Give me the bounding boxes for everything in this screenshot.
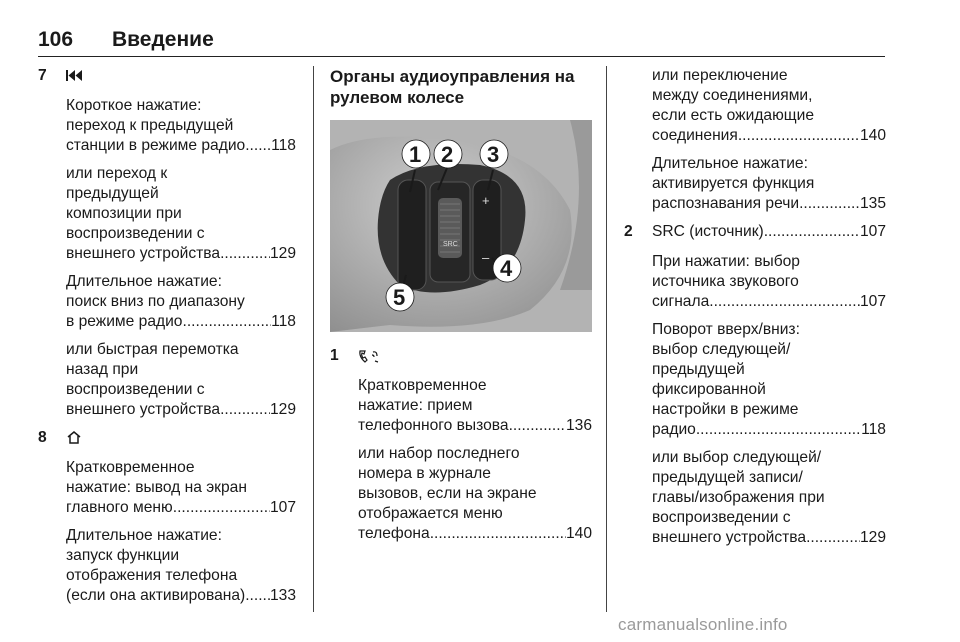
paragraph-line: Длительное нажатие:	[66, 527, 222, 544]
paragraph-line: назад при	[66, 361, 139, 378]
page-reference[interactable]: 118	[271, 313, 296, 330]
paragraph-line: предыдущей	[66, 185, 159, 202]
page-reference[interactable]: 129	[859, 529, 886, 546]
leader-dots	[738, 126, 860, 146]
page-reference[interactable]: 107	[859, 223, 886, 240]
entry-paragraph	[624, 154, 886, 214]
item-number: 7	[38, 67, 47, 84]
previous-track-icon	[66, 68, 82, 88]
index-entry-text: телефона	[358, 525, 430, 542]
leader-dots	[245, 586, 270, 606]
index-entry-text: внешнего устройства	[66, 401, 221, 418]
paragraph-line: нажатие: прием	[358, 397, 473, 414]
paragraph-line: Кратковременное	[358, 377, 487, 394]
column-left	[38, 66, 296, 606]
page-reference[interactable]: 140	[859, 127, 886, 144]
watermark: carmanualsonline.info	[618, 615, 788, 634]
index-row	[652, 126, 886, 146]
section-title	[330, 66, 592, 108]
callout-3: 3	[487, 142, 500, 167]
leader-dots	[799, 194, 860, 214]
index-row	[66, 312, 296, 332]
entry-paragraph	[38, 164, 296, 264]
entry-paragraph	[624, 66, 886, 146]
paragraph-line: композиции при	[66, 205, 182, 222]
item-number: 1	[330, 347, 339, 364]
page-reference[interactable]: 135	[859, 195, 886, 212]
leader-dots	[220, 244, 270, 264]
paragraph-line: фиксированной	[652, 381, 766, 398]
index-entry-text: внешнего устройства	[66, 245, 221, 262]
page-reference[interactable]: 133	[269, 587, 296, 604]
paragraph-line: выбор следующей/	[652, 341, 791, 358]
page-header	[38, 28, 885, 57]
leader-dots	[709, 292, 860, 312]
index-row	[66, 244, 296, 264]
column-middle	[330, 66, 592, 544]
paragraph-line: или переключение	[652, 67, 788, 84]
leader-dots	[806, 528, 860, 548]
index-row	[358, 524, 592, 544]
page-reference[interactable]: 107	[269, 499, 296, 516]
paragraph-line: между соединениями,	[652, 87, 813, 104]
leader-dots	[509, 416, 566, 436]
page-reference[interactable]: 107	[859, 293, 886, 310]
paragraph-line: вызовов, если на экране	[358, 485, 537, 502]
index-row	[358, 416, 592, 436]
paragraph-line: Короткое нажатие:	[66, 97, 202, 114]
entry-paragraph	[38, 340, 296, 420]
entry-paragraph	[330, 444, 592, 544]
paragraph-line: настройки в режиме	[652, 401, 799, 418]
callout-1: 1	[409, 142, 422, 167]
paragraph-line: переход к предыдущей	[66, 117, 234, 134]
index-entry-text: распознавания речи	[652, 195, 800, 212]
index-row	[652, 528, 886, 548]
page-number: 106	[38, 28, 74, 51]
leader-dots	[764, 222, 860, 242]
leader-dots	[245, 136, 271, 156]
paragraph-line: или выбор следующей/	[652, 449, 822, 466]
entry-paragraph	[38, 272, 296, 332]
entry-paragraph	[38, 458, 296, 518]
index-row	[652, 194, 886, 214]
index-entry-text: (если она активирована)	[66, 587, 246, 604]
page-title: Введение	[112, 28, 214, 51]
paragraph-line: При нажатии: выбор	[652, 253, 800, 270]
column-divider-2	[606, 66, 607, 612]
paragraph-line: Длительное нажатие:	[66, 273, 222, 290]
leader-dots	[220, 400, 270, 420]
paragraph-line: активируется функция	[652, 175, 815, 192]
paragraph-line: или быстрая перемотка	[66, 341, 239, 358]
paragraph-line: или переход к	[66, 165, 168, 182]
paragraph-line: нажатие: вывод на экран	[66, 479, 247, 496]
paragraph-line: или набор последнего	[358, 445, 520, 462]
item-1-heading	[330, 346, 592, 366]
page-reference[interactable]: 136	[565, 417, 592, 434]
leader-dots	[173, 498, 270, 518]
entry-paragraph	[624, 320, 886, 440]
index-row	[652, 292, 886, 312]
phone-voice-icon	[358, 348, 384, 370]
paragraph-line: предыдущей записи/	[652, 469, 803, 486]
entry-paragraph	[38, 526, 296, 606]
section-title-line: Органы аудиоуправления на	[330, 67, 575, 86]
plus-button-label: +	[482, 193, 490, 208]
entry-paragraph	[330, 376, 592, 436]
paragraph-line: отображается меню	[358, 505, 503, 522]
leader-dots	[430, 524, 566, 544]
index-entry-text: в режиме радио	[66, 313, 183, 330]
paragraph-line: Поворот вверх/вниз:	[652, 321, 800, 338]
item-number: 8	[38, 429, 47, 446]
paragraph-line: поиск вниз по диапазону	[66, 293, 245, 310]
index-entry-text: SRC (источник)	[652, 223, 764, 240]
index-row	[66, 400, 296, 420]
page-reference[interactable]: 118	[271, 137, 296, 154]
callout-2: 2	[441, 142, 454, 167]
paragraph-line: источника звукового	[652, 273, 799, 290]
index-row	[66, 586, 296, 606]
paragraph-line: воспроизведении с	[66, 225, 205, 242]
item-8-heading	[38, 428, 296, 448]
paragraph-line: если есть ожидающие	[652, 107, 814, 124]
entry-paragraph	[38, 96, 296, 156]
paragraph-line: Кратковременное	[66, 459, 195, 476]
index-entry-text: телефонного вызова	[358, 417, 509, 434]
page-reference[interactable]: 140	[565, 525, 592, 542]
section-title-line: рулевом колесе	[330, 88, 465, 107]
paragraph-line: Длительное нажатие:	[652, 155, 808, 172]
index-entry-text: соединения	[652, 127, 738, 144]
index-entry-text: станции в режиме радио	[66, 137, 246, 154]
paragraph-line: воспроизведении с	[652, 509, 791, 526]
paragraph-line: предыдущей	[652, 361, 745, 378]
leader-dots	[182, 312, 271, 332]
callout-4: 4	[500, 256, 513, 281]
item-number: 2	[624, 223, 633, 240]
entry-paragraph	[624, 252, 886, 312]
callout-5: 5	[393, 285, 406, 310]
index-row	[66, 136, 296, 156]
index-entry-text: сигнала	[652, 293, 710, 310]
column-right	[624, 66, 886, 548]
src-button-label: SRC	[443, 241, 458, 248]
paragraph-line: воспроизведении с	[66, 381, 205, 398]
page-reference[interactable]: 129	[269, 401, 296, 418]
column-divider-1	[313, 66, 314, 612]
index-entry-text: радио	[652, 421, 696, 438]
index-row	[652, 420, 886, 440]
paragraph-line: главы/изображения при	[652, 489, 825, 506]
page-reference[interactable]: 118	[861, 421, 886, 438]
paragraph-line: запуск функции	[66, 547, 180, 564]
home-icon	[66, 430, 82, 451]
paragraph-line: отображения телефона	[66, 567, 238, 584]
entry-paragraph	[624, 448, 886, 548]
index-entry-text: главного меню	[66, 499, 173, 516]
leader-dots	[696, 420, 861, 440]
index-entry-text: внешнего устройства	[652, 529, 807, 546]
paragraph-line: номера в журнале	[358, 465, 491, 482]
index-row	[66, 498, 296, 518]
item-7-heading	[38, 66, 296, 86]
page-reference[interactable]: 129	[269, 245, 296, 262]
item-2-heading	[624, 222, 886, 242]
minus-button-label: –	[482, 250, 490, 265]
steering-wheel-controls-figure	[330, 120, 592, 332]
